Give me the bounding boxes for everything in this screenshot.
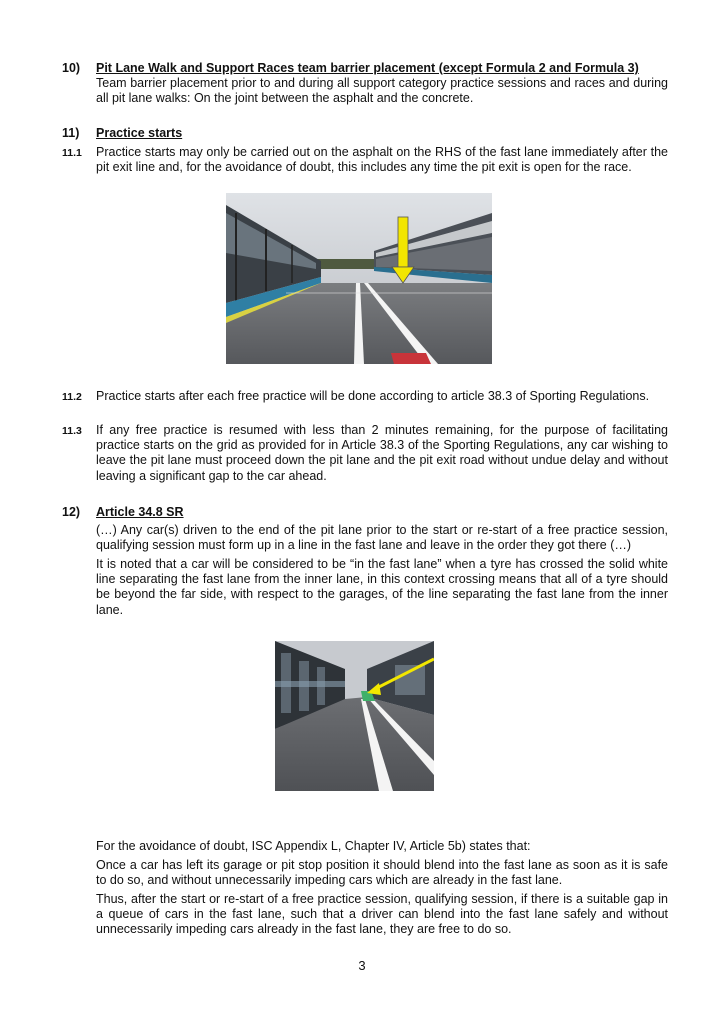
appendix-quote: Once a car has left its garage or pit stop position it should blend into the fast lane as soon as it is safe to do so, and without unnecessarily impeding cars which are already in the fast lane. xyxy=(96,858,668,888)
section-number: 11) xyxy=(62,126,80,140)
fast-lane-note: It is noted that a car will be considered to be “in the fast lane” when a tyre has crossed the solid white line separating the fast lane from the inner lane, in this context crossing means that all of a tyre should be beyond the far side, with respect to the garages, of the line separating the fast lane from the inner lane. xyxy=(96,557,668,617)
regulation-quote: (…) Any car(s) driven to the end of the pit lane prior to the start or re-start of a free practice session, qualifying session must form up in a line in the fast lane and leave in the order they got there (…) xyxy=(96,523,668,553)
section-number: 12) xyxy=(62,505,81,519)
section-number: 10) xyxy=(62,61,81,75)
section-10-body: Team barrier placement prior to and during all support category practice sessions and races and during all pit lane walks: On the joint between the asphalt and the concrete. xyxy=(96,76,668,106)
item-text: Practice starts may only be carried out on the asphalt on the RHS of the fast lane immediately after the pit exit line and, for the avoidance of doubt, this includes any time the pit exit is open for the race. xyxy=(96,145,668,175)
fast-lane-photo xyxy=(275,641,434,791)
section-title: Practice starts xyxy=(96,126,183,140)
item-number: 11.1 xyxy=(62,147,82,159)
conclusion-text: Thus, after the start or re-start of a free practice session, qualifying session, if there is a suitable gap in a queue of cars in the fast lane, such that a driver can blend into the fast lane safely and without unnecessarily impeding cars already in the fast lane, they are free to do so. xyxy=(96,892,668,937)
appendix-intro: For the avoidance of doubt, ISC Appendix L, Chapter IV, Article 5b) states that: xyxy=(96,839,531,853)
item-number: 11.2 xyxy=(62,391,82,403)
pit-exit-photo xyxy=(226,193,492,364)
section-title: Pit Lane Walk and Support Races team barrier placement (except Formula 2 and Formula 3) xyxy=(96,61,639,75)
page-number: 3 xyxy=(358,958,366,973)
section-title: Article 34.8 SR xyxy=(96,505,184,519)
item-text: If any free practice is resumed with less than 2 minutes remaining, for the purpose of facilitating practice starts on the grid as provided for in Article 38.3 of the Sporting Regulations, any car wishing to leave the pit lane must proceed down the pit lane and the pit exit road without undue delay and without leaving a significant gap to the car ahead. xyxy=(96,423,668,483)
item-number: 11.3 xyxy=(62,425,82,437)
item-text: Practice starts after each free practice will be done according to article 38.3 of Sporting Regulations. xyxy=(96,389,650,403)
